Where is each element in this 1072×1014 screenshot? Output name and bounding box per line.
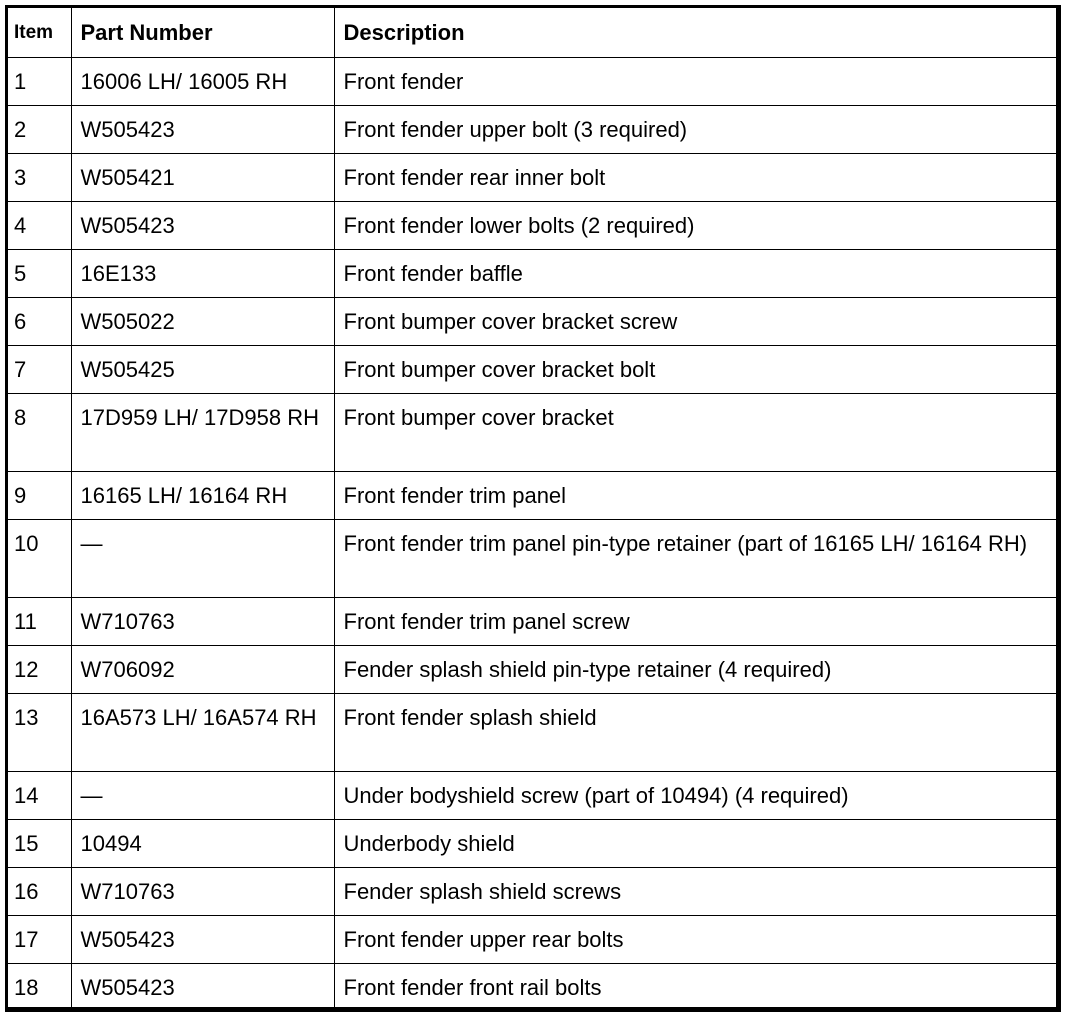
description-cell: Under bodyshield screw (part of 10494) (4 required) xyxy=(334,771,1056,819)
table-row xyxy=(8,153,1056,201)
item-cell: 14 xyxy=(8,771,71,819)
description-cell: Fender splash shield pin-type retainer (4 required) xyxy=(334,645,1056,693)
description-cell: Front fender trim panel pin-type retainer (part of 16165 LH/ 16164 RH) xyxy=(334,519,1056,597)
description-cell: Front fender upper rear bolts xyxy=(334,915,1056,963)
item-cell: 3 xyxy=(8,153,71,201)
item-cell: 2 xyxy=(8,105,71,153)
table-row xyxy=(8,693,1056,771)
description-cell: Front fender lower bolts (2 required) xyxy=(334,201,1056,249)
table-row xyxy=(8,519,1056,597)
item-cell: 8 xyxy=(8,393,71,471)
table-row xyxy=(8,201,1056,249)
part-number-cell: 16165 LH/ 16164 RH xyxy=(71,471,334,519)
item-cell: 4 xyxy=(8,201,71,249)
description-cell: Front bumper cover bracket bolt xyxy=(334,345,1056,393)
description-cell: Front fender rear inner bolt xyxy=(334,153,1056,201)
description-cell: Underbody shield xyxy=(334,819,1056,867)
item-cell: 5 xyxy=(8,249,71,297)
part-number-cell: W505421 xyxy=(71,153,334,201)
table-row xyxy=(8,819,1056,867)
part-number-cell: — xyxy=(71,771,334,819)
part-number-cell: W505423 xyxy=(71,105,334,153)
item-cell: 7 xyxy=(8,345,71,393)
description-cell: Front fender baffle xyxy=(334,249,1056,297)
description-cell: Front bumper cover bracket screw xyxy=(334,297,1056,345)
part-number-cell: 16006 LH/ 16005 RH xyxy=(71,57,334,105)
description-cell: Front fender upper bolt (3 required) xyxy=(334,105,1056,153)
description-cell: Fender splash shield screws xyxy=(334,867,1056,915)
description-cell: Front fender trim panel xyxy=(334,471,1056,519)
header-item: Item xyxy=(8,8,71,57)
item-cell: 6 xyxy=(8,297,71,345)
table-row xyxy=(8,963,1056,1011)
parts-table xyxy=(8,8,1056,1011)
header-part-number: Part Number xyxy=(71,8,334,57)
part-number-cell: 16E133 xyxy=(71,249,334,297)
part-number-cell: — xyxy=(71,519,334,597)
part-number-cell: W505423 xyxy=(71,963,334,1011)
table-row xyxy=(8,345,1056,393)
item-cell: 10 xyxy=(8,519,71,597)
part-number-cell: W505425 xyxy=(71,345,334,393)
table-row xyxy=(8,393,1056,471)
part-number-cell: 16A573 LH/ 16A574 RH xyxy=(71,693,334,771)
table-row xyxy=(8,105,1056,153)
table-row xyxy=(8,297,1056,345)
parts-table-frame xyxy=(5,5,1061,1012)
header-description: Description xyxy=(334,8,1056,57)
item-cell: 13 xyxy=(8,693,71,771)
table-header-row xyxy=(8,8,1056,57)
item-cell: 16 xyxy=(8,867,71,915)
part-number-cell: W710763 xyxy=(71,867,334,915)
part-number-cell: W505423 xyxy=(71,915,334,963)
part-number-cell: W505022 xyxy=(71,297,334,345)
table-row xyxy=(8,867,1056,915)
item-cell: 18 xyxy=(8,963,71,1011)
description-cell: Front fender trim panel screw xyxy=(334,597,1056,645)
item-cell: 15 xyxy=(8,819,71,867)
item-cell: 17 xyxy=(8,915,71,963)
table-row xyxy=(8,597,1056,645)
part-number-cell: W505423 xyxy=(71,201,334,249)
table-row xyxy=(8,771,1056,819)
description-cell: Front fender front rail bolts xyxy=(334,963,1056,1011)
table-row xyxy=(8,645,1056,693)
table-row xyxy=(8,57,1056,105)
table-row xyxy=(8,249,1056,297)
item-cell: 1 xyxy=(8,57,71,105)
part-number-cell: W706092 xyxy=(71,645,334,693)
part-number-cell: 17D959 LH/ 17D958 RH xyxy=(71,393,334,471)
item-cell: 12 xyxy=(8,645,71,693)
item-cell: 9 xyxy=(8,471,71,519)
item-cell: 11 xyxy=(8,597,71,645)
description-cell: Front fender splash shield xyxy=(334,693,1056,771)
table-row xyxy=(8,471,1056,519)
table-row xyxy=(8,915,1056,963)
description-cell: Front bumper cover bracket xyxy=(334,393,1056,471)
part-number-cell: 10494 xyxy=(71,819,334,867)
description-cell: Front fender xyxy=(334,57,1056,105)
part-number-cell: W710763 xyxy=(71,597,334,645)
